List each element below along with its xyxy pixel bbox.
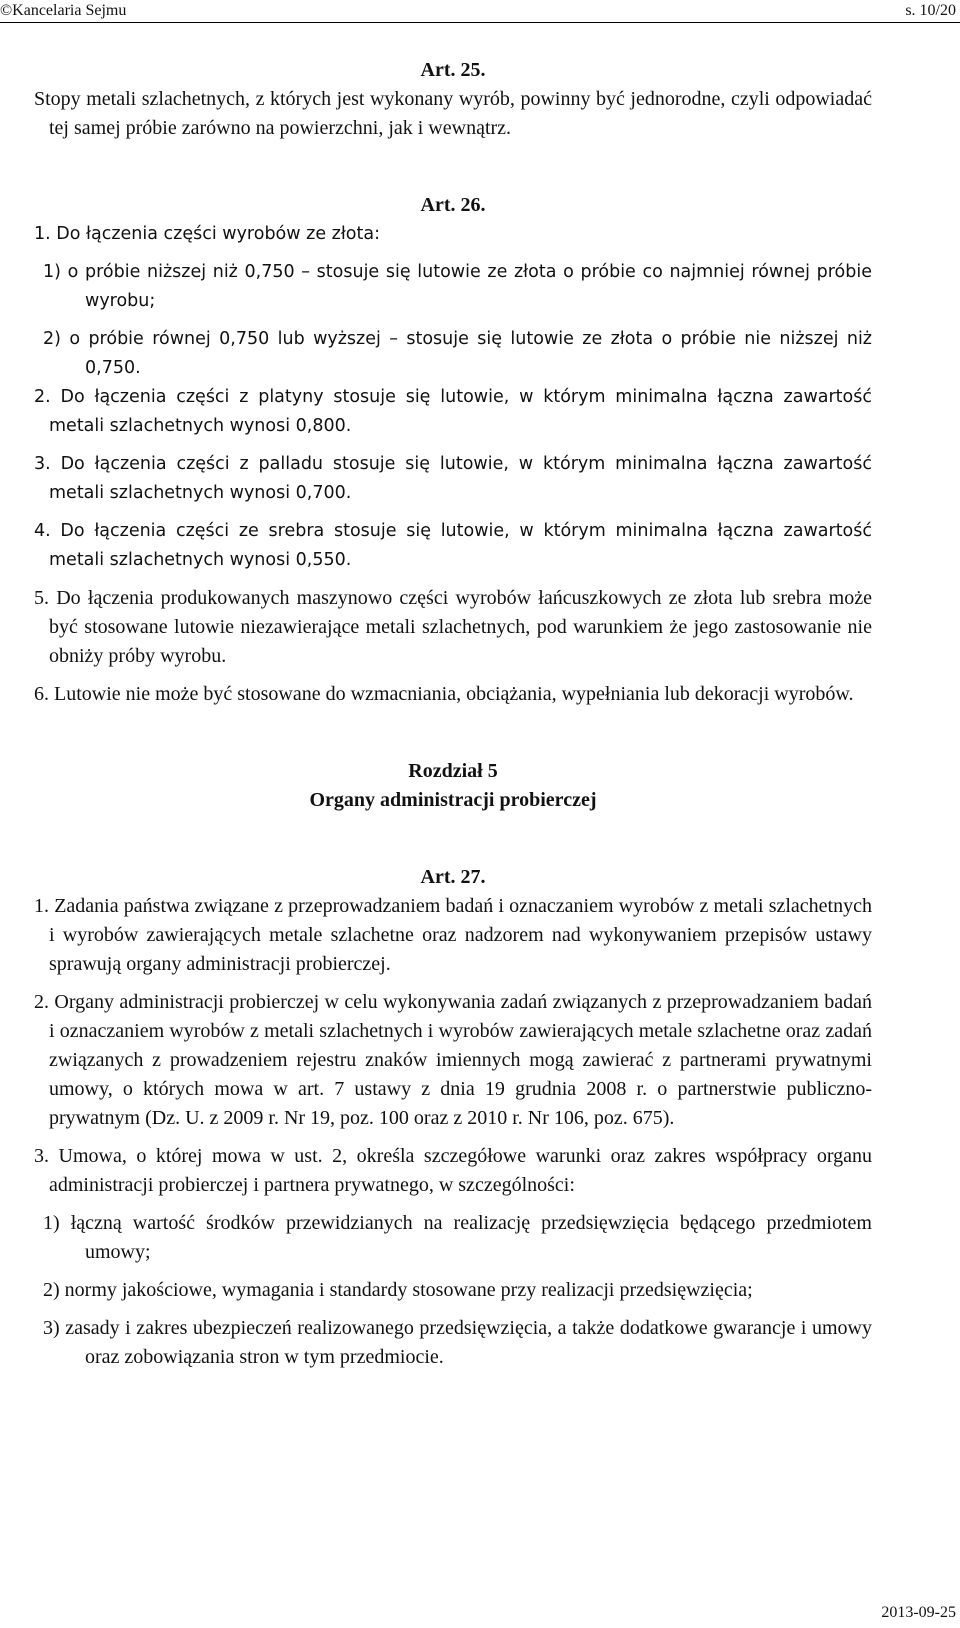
article-26-par-5: 5. Do łączenia produkowanych maszynowo części wyrobów łańcuszkowych ze złota lub srebra może być stosowane lutowie niezawierające metali szlachetnych, pod warunkiem że jego zastosowanie nie obniży próby wyrobu. — [34, 587, 872, 667]
article-25-title: Art. 25. — [420, 59, 486, 81]
article-27-par-3-point-2: 2) normy jakościowe, wymagania i standardy stosowane przy realizacji przedsięwzięcia; — [43, 1279, 753, 1301]
article-27-par-3-point-1: 1) łączną wartość środków przewidzianych na realizację przedsięwzięcia będącego przedmiotem umowy; — [43, 1212, 872, 1263]
article-26-par-1-intro: 1. Do łączenia części wyrobów ze złota: — [34, 224, 380, 244]
article-26-par-4: 4. Do łączenia części ze srebra stosuje się lutowie, w którym minimalna łączna zawartość metali szlachetnych wynosi 0,550. — [34, 521, 872, 570]
page-number: s. 10/20 — [905, 2, 956, 19]
footer-date: 2013-09-25 — [881, 1604, 956, 1621]
document-body — [34, 56, 872, 1372]
article-26-par-6: 6. Lutowie nie może być stosowane do wzmacniania, obciążania, wypełniania lub dekoracji wyrobów. — [34, 683, 854, 705]
chapter-number: Rozdział 5 — [408, 760, 498, 782]
article-26-par-1-point-1: 1) o próbie niższej niż 0,750 – stosuje się lutowie ze złota o próbie co najmniej równej próbie wyrobu; — [43, 262, 872, 311]
article-27-title: Art. 27. — [420, 866, 486, 888]
article-26-section — [34, 191, 872, 575]
publisher-label: ©Kancelaria Sejmu — [0, 2, 127, 19]
article-27-par-3-intro: 3. Umowa, o której mowa w ust. 2, określa szczegółowe warunki oraz zakres współpracy organu administracji probierczej i partnera prywatnego, w szczególności: — [34, 1145, 872, 1196]
article-26-par-1-point-2: 2) o próbie równej 0,750 lub wyższej – stosuje się lutowie ze złota o próbie nie niższej niż 0,750. — [43, 329, 872, 378]
chapter-title: Organy administracji probierczej — [309, 789, 597, 811]
header-divider — [0, 22, 960, 23]
article-26-par-2: 2. Do łączenia części z platyny stosuje się lutowie, w którym minimalna łączna zawartość metali szlachetnych wynosi 0,800. — [34, 387, 872, 436]
article-27-par-1: 1. Zadania państwa związane z przeprowadzaniem badań i oznaczaniem wyrobów z metali szlachetnych i wyrobów zawierających metale szlachetne oraz nadzorem nad wykonywaniem przepisów ustawy sprawują organy administracji probierczej. — [34, 895, 872, 975]
article-27-par-3-point-3: 3) zasady i zakres ubezpieczeń realizowanego przedsięwzięcia, a także dodatkowe gwarancje i umowy oraz zobowiązania stron w tym przedmiocie. — [43, 1317, 872, 1368]
article-26-title: Art. 26. — [420, 194, 486, 216]
article-26-par-3: 3. Do łączenia części z palladu stosuje się lutowie, w którym minimalna łączna zawartość metali szlachetnych wynosi 0,700. — [34, 454, 872, 503]
page-header — [0, 0, 960, 24]
article-27-par-2: 2. Organy administracji probierczej w celu wykonywania zadań związanych z przeprowadzaniem badań i oznaczaniem wyrobów z metali szlachetnych i wyrobów zawierających metale szlachetne oraz zadań związanych z prowadzeniem rejestru znaków imiennych mogą zawierać z partnerami prywatnymi umowy, o których mowa w art. 7 ustawy z dnia 19 grudnia 2008 r. o partnerstwie publiczno-prywatnym (Dz. U. z 2009 r. Nr 19, poz. 100 oraz z 2010 r. Nr 106, poz. 675). — [34, 991, 872, 1129]
article-25-text: Stopy metali szlachetnych, z których jest wykonany wyrób, powinny być jednorodne, czyli odpowiadać tej samej próbie zarówno na powierzchni, jak i wewnątrz. — [34, 88, 872, 139]
